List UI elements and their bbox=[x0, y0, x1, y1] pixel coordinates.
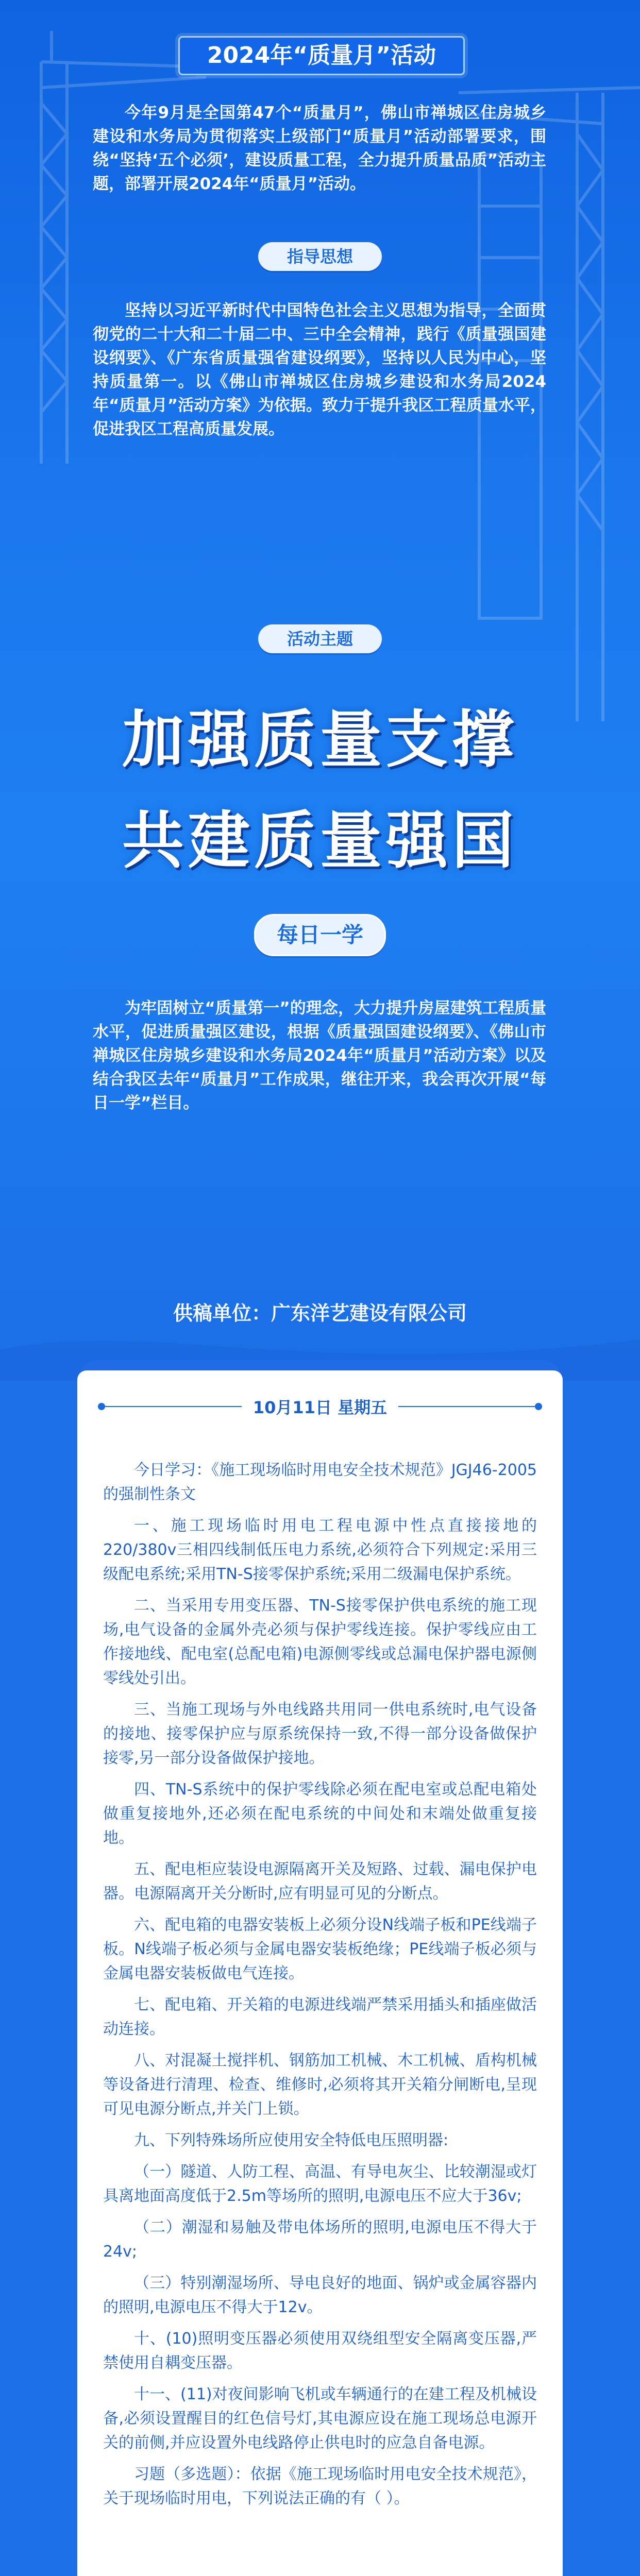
daily-paragraph: 为牢固树立“质量第一”的理念，大力提升房屋建筑工程质量水平，促进质量强区建设，根据《质量强国建设纲要》、《佛山市禅城区住房城乡建设和水务局2024年“质量月”活动方案》以及结合我区去年“质量月”工作成果，继往开来，我会再次开展“每日一学”栏目。 bbox=[93, 999, 546, 1112]
study-paragraph: 六、配电箱的电器安装板上必须分设N线端子板和PE线端子板。N线端子板必须与金属电器安装板绝缘；PE线端子板必须与金属电器安装板做电气连接。 bbox=[103, 1916, 537, 1982]
study-paragraph: （二）潮湿和易触及带电体场所的照明,电源电压不得大于24v; bbox=[103, 2218, 537, 2261]
dot-icon bbox=[98, 1403, 105, 1410]
theme-label: 活动主题 bbox=[258, 624, 382, 653]
study-content bbox=[103, 1458, 537, 2518]
divider bbox=[398, 1406, 535, 1407]
slogan-line-2: 共建质量强国 bbox=[122, 804, 518, 877]
study-paragraph: 五、配电柜应装设电源隔离开关及短路、过载、漏电保护电器。电源隔离开关分断时,应有明显可见的分断点。 bbox=[103, 1860, 537, 1903]
study-paragraph: 三、当施工现场与外电线路共用同一供电系统时,电气设备的接地、接零保护应与原系统保持一致,不得一部分设备做保护接零,另一部分设备做保护接地。 bbox=[103, 1701, 537, 1767]
intro-paragraph: 今年9月是全国第47个“质量月”，佛山市禅城区住房城乡建设和水务局为贯彻落实上级部门“质量月”活动部署要求，围绕“坚持‘五个必须’，建设质量工程，全力提升质量品质”活动主题，部署开展2024年“质量月”活动。 bbox=[93, 104, 546, 193]
divider bbox=[105, 1406, 242, 1407]
study-paragraph: 十一、(11)对夜间影响飞机或车辆通行的在建工程及机械设备,必须设置醒目的红色信号灯,其电源应设在施工现场总电源开关的前侧,并应设置外电线路停止供电时的应急自备电源。 bbox=[103, 2385, 537, 2452]
date-bar bbox=[98, 1391, 542, 1422]
date-label: 10月11日 星期五 bbox=[252, 1398, 388, 1417]
slogan-line-1: 加强质量支撑 bbox=[122, 703, 518, 776]
guide-paragraph: 坚持以习近平新时代中国特色社会主义思想为指导，全面贯彻党的二十大和二十届二中、三中全会精神，践行《质量强国建设纲要》、《广东省质量强省建设纲要》，坚持以人民为中心，坚持质量第一。以《佛山市禅城区住房城乡建设和水务局2024年“质量月”活动方案》为依据。致力于提升我区工程质量水平，促进我区工程高质量发展。 bbox=[93, 301, 546, 438]
study-paragraph: 一、施工现场临时用电工程电源中性点直接接地的220/380v三相四线制低压电力系统,必须符合下列规定:采用三级配电系统;采用TN-S接零保护系统;采用二级漏电保护系统。 bbox=[103, 1517, 537, 1583]
daily-label: 每日一学 bbox=[254, 914, 386, 956]
study-paragraph: 七、配电箱、开关箱的电源进线端严禁采用插头和插座做活动连接。 bbox=[103, 1996, 537, 2038]
study-paragraph: 二、当采用专用变压器、TN-S接零保护供电系统的施工现场,电气设备的金属外壳必须与保护零线连接。保护零线应由工作接地线、配电室(总配电箱)电源侧零线或总漏电保护器电源侧零线处引出。 bbox=[103, 1597, 537, 1687]
page-title: 2024年“质量月”活动 bbox=[178, 36, 465, 75]
dot-icon bbox=[535, 1403, 542, 1410]
study-paragraph: 四、TN-S系统中的保护零线除必须在配电室或总配电箱处做重复接地外,还必须在配电系统的中间处和末端处做重复接地。 bbox=[103, 1781, 537, 1847]
study-paragraph: 十、(10)照明变压器必须使用双绕组型安全隔离变压器,严禁使用自耦变压器。 bbox=[103, 2330, 537, 2372]
study-paragraph: 九、下列特殊场所应使用安全特低电压照明器: bbox=[134, 2131, 449, 2149]
study-paragraph: （一）隧道、人防工程、高温、有导电灰尘、比较潮湿或灯具离地面高度低于2.5m等场所的照明,电源电压不应大于36v; bbox=[103, 2163, 537, 2205]
study-paragraph: 今日学习：《施工现场临时用电安全技术规范》JGJ46-2005的强制性条文 bbox=[103, 1461, 537, 1503]
study-paragraph: （三）特别潮湿场所、导电良好的地面、锅炉或金属容器内的照明,电源电压不得大于12v。 bbox=[103, 2274, 537, 2316]
study-paragraph: 八、对混凝土搅拌机、钢筋加工机械、木工机械、盾构机械等设备进行清理、检查、维修时,必须将其开关箱分闸断电,呈现可见电源分断点,并关门上锁。 bbox=[103, 2052, 537, 2118]
exercise-question: 习题（多选题）：依据《施工现场临时用电安全技术规范》，关于现场临时用电，下列说法正确的有（ ）。 bbox=[103, 2465, 537, 2507]
supplier-line: 供稿单位：广东洋艺建设有限公司 bbox=[173, 1302, 467, 1325]
guide-label: 指导思想 bbox=[258, 242, 382, 271]
